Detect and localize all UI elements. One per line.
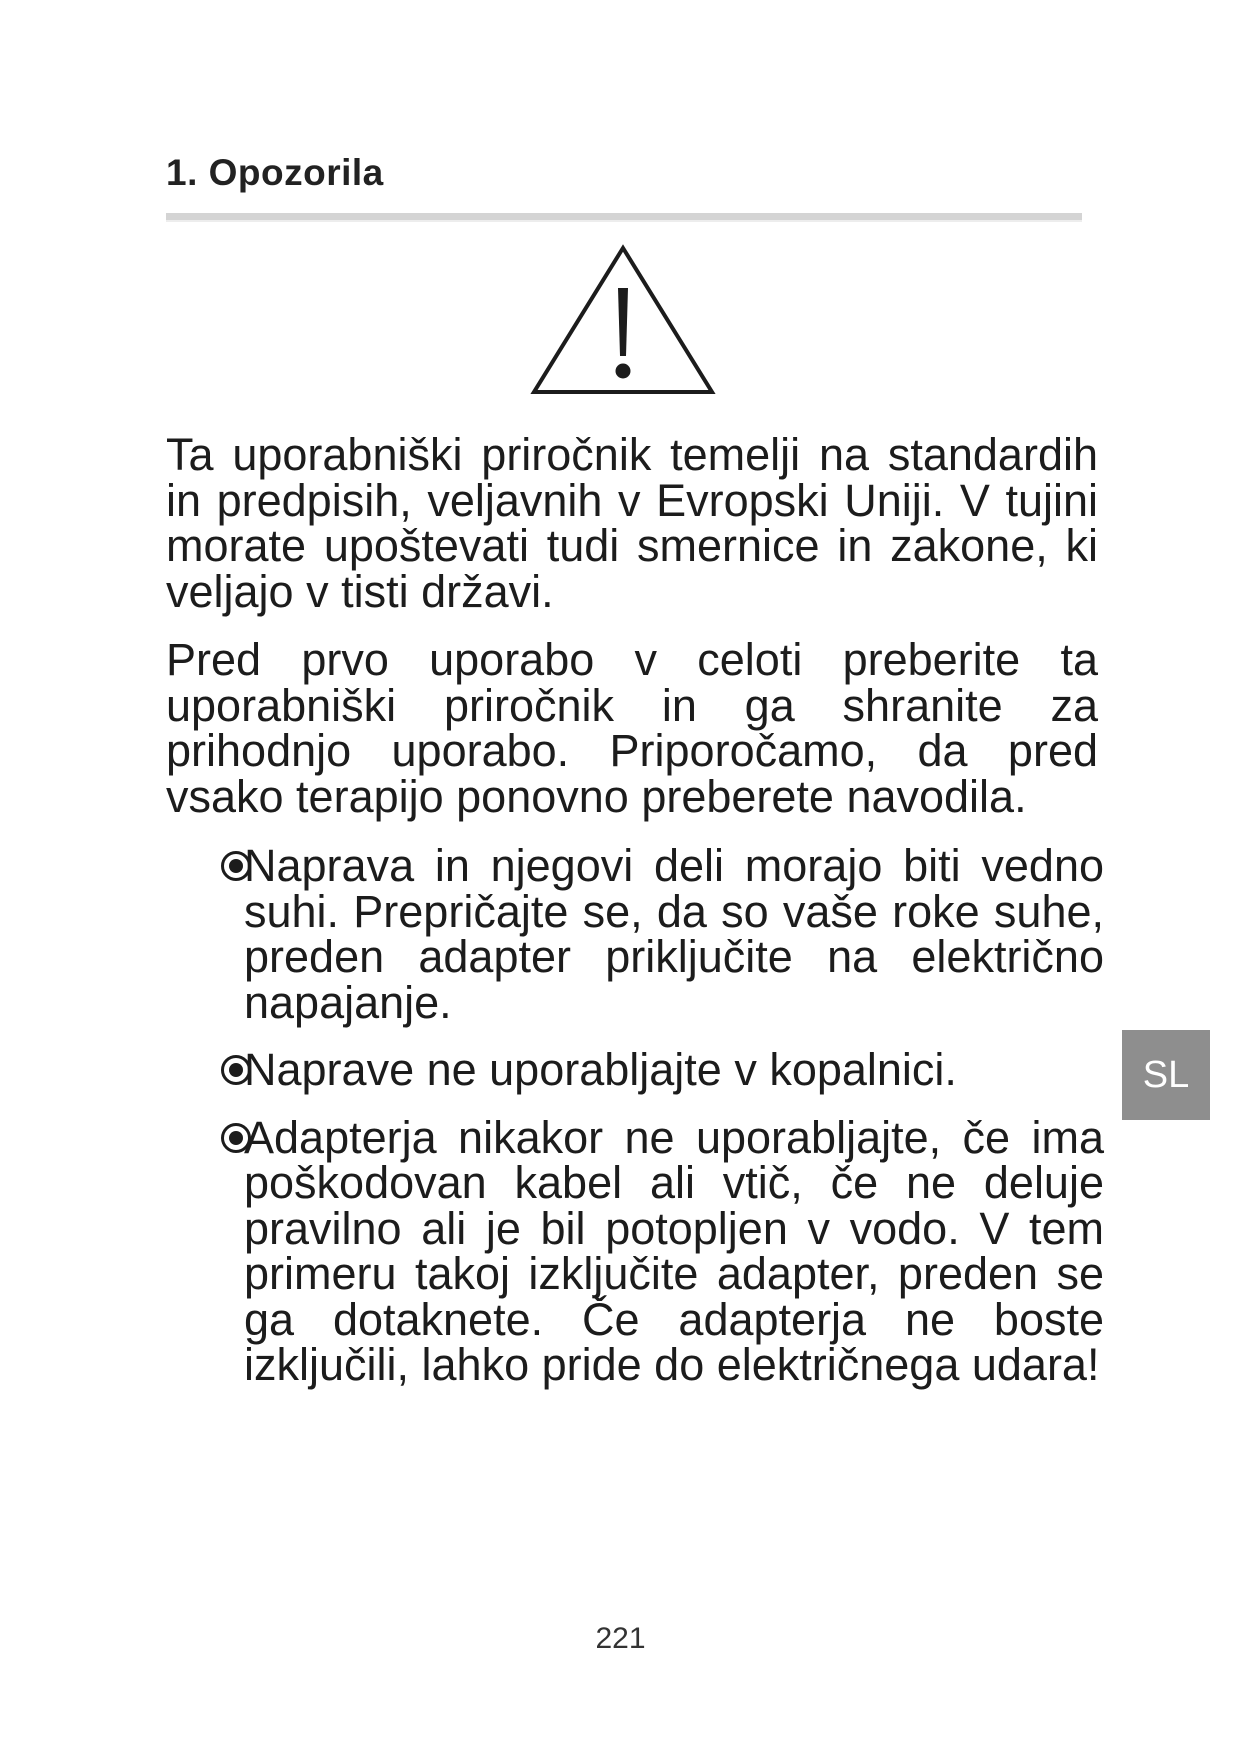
list-item-text: Naprava in njegovi deli morajo biti vedno suhi. Prepričajte se, da so vaše roke suhe, preden adapter priključite na električno napajanje. [244,840,1104,1028]
safety-warnings-list [222,840,1104,1410]
language-tab: SL [1122,1030,1210,1120]
bullet-circle-icon [221,851,251,881]
section-title: 1. Opozorila [166,152,384,193]
intro-paragraph: Ta uporabniški priročnik temelji na standardih in predpisih, veljavnih v Evropski Uniji. V tujini morate upoštevati tudi smernice in zakone, ki veljajo v tisti državi. [166,429,1098,617]
section-divider [166,213,1082,222]
page-number: 221 [595,1622,646,1655]
list-item-text: Adapterja nikakor ne uporabljajte, če ima poškodovan kabel ali vtič, če ne deluje pravilno ali je bil potopljen v vodo. V tem primeru takoj izključite adapter, preden se ga dotaknete. Če adapterja ne boste izključili, lahko pride do električnega udara! [244,1111,1104,1390]
warning-triangle-icon [530,244,716,396]
bullet-circle-icon [221,1055,251,1085]
bullet-circle-icon [221,1123,251,1153]
read-instructions-paragraph: Pred prvo uporabo v celoti preberite ta uporabniški priročnik in ga shranite za prihodnjo uporabo. Priporočamo, da pred vsako terapijo ponovno preberete navodila. [166,634,1098,822]
list-item-text: Naprave ne uporabljajte v kopalnici. [244,1044,957,1095]
list-item [222,840,1104,1028]
list-item [222,1111,1104,1390]
list-item [222,1044,1104,1095]
